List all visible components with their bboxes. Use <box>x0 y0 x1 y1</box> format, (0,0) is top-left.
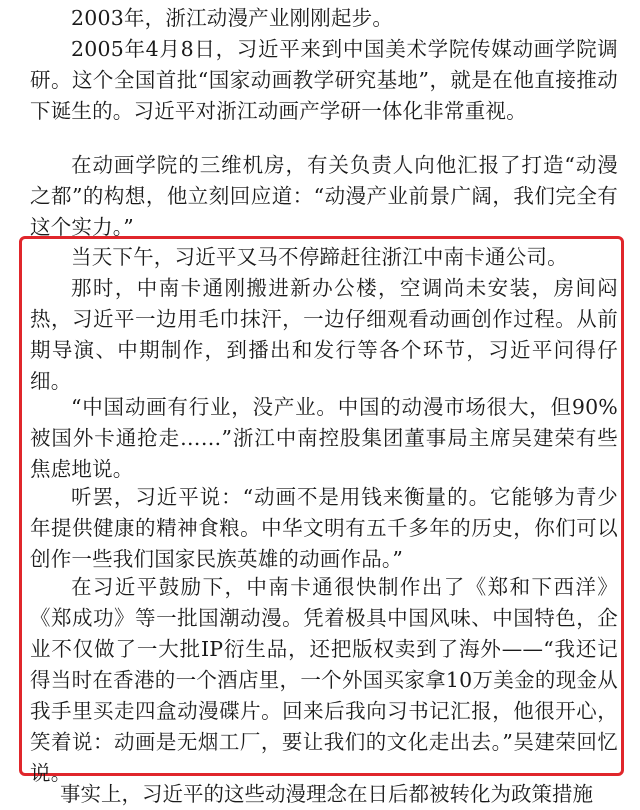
paragraph-7: 听罢，习近平说：“动画不是用钱来衡量的。它能够为青少年提供健康的精神食粮。中华文明有五千多年的历史，你们可以创作一些我们国家民族英雄的动画作品。” <box>30 485 618 571</box>
paragraph-2: 2005年4月8日，习近平来到中国美术学院传媒动画学院调研。这个全国首批“国家动画教学研究基地”，就是在他直接推动下诞生的。习近平对浙江动画产学研一体化非常重视。 <box>30 37 618 123</box>
paragraph-1: 2003年，浙江动漫产业刚刚起步。 <box>71 6 394 30</box>
paragraph-4: 当天下午，习近平又马不停蹄赶往浙江中南卡通公司。 <box>71 245 568 269</box>
paragraph-8: 在习近平鼓励下，中南卡通很快制作出了《郑和下西洋》《郑成功》等一批国潮动漫。凭着极具中国风味、中国特色，企业不仅做了一大批IP衍生品，还把版权卖到了海外——“我还记得当时在香港的一个酒店里，一个外国买家拿10万美金的现金从我手里买走四盒动漫碟片。回来后我向习书记汇报，他很开心，笑着说：动画是无烟工厂，要让我们的文化走出去。”吴建荣回忆说。 <box>30 575 618 785</box>
paragraph-6: “中国动画有行业，没产业。中国的动漫市场很大，但90%被国外卡通抢走……”浙江中南控股集团董事局主席吴建荣有些焦虑地说。 <box>30 395 618 481</box>
paragraph-5: 那时，中南卡通刚搬进新办公楼，空调尚未安装，房间闷热，习近平一边用毛巾抹汗，一边仔细观看动画创作过程。从前期导演、中期制作，到播出和发行等各个环节，习近平问得仔细。 <box>30 276 618 393</box>
truncated-next-line: 事实上，习近平的这些动漫理念在日后都被转化为政策措施 <box>60 782 593 806</box>
paragraph-3: 在动画学院的三维机房，有关负责人向他汇报了打造“动漫之都”的构想，他立刻回应道：“动漫产业前景广阔，我们完全有这个实力。” <box>30 153 618 239</box>
